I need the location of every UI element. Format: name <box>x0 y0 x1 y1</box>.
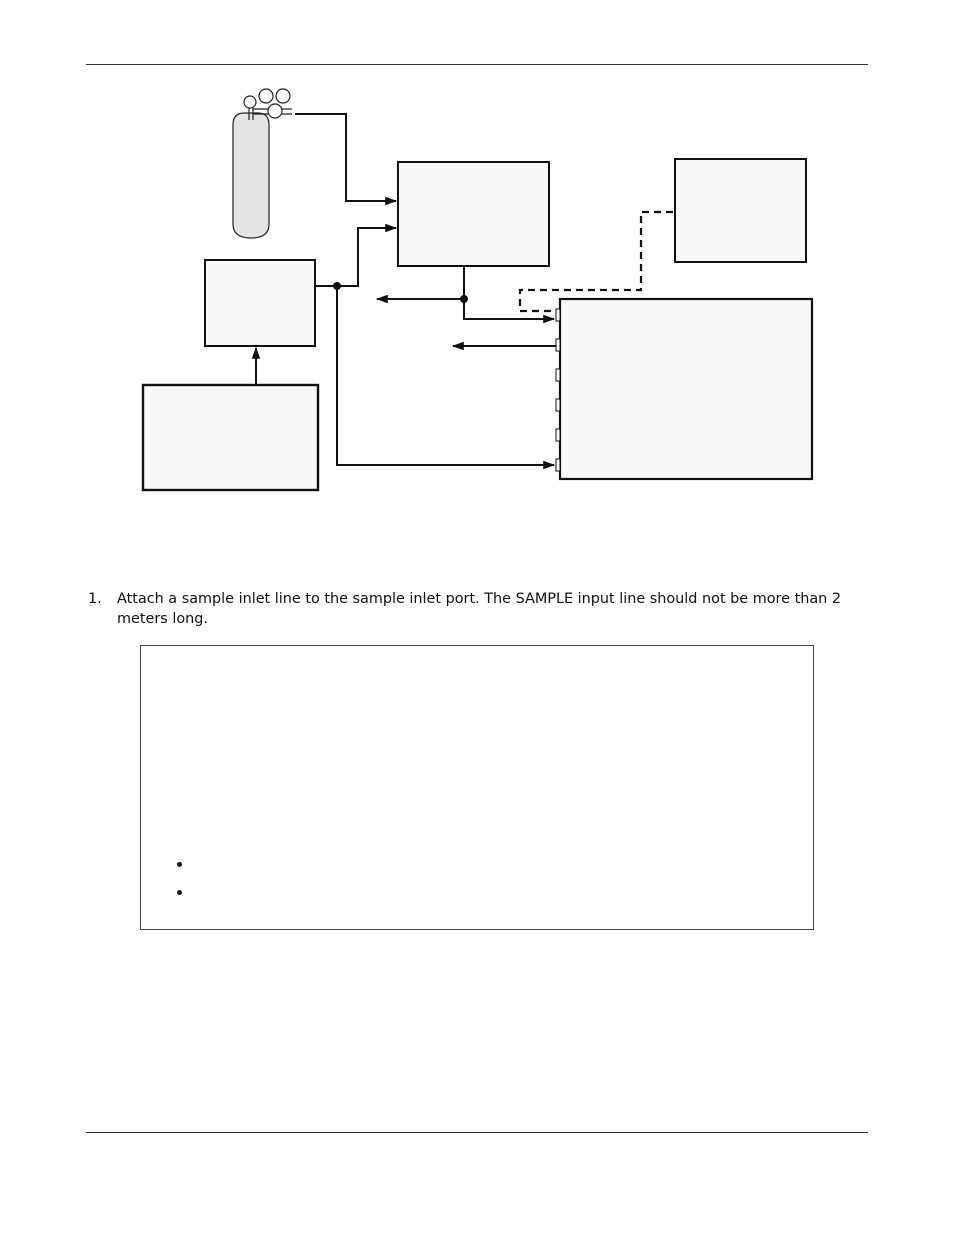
junction-dot <box>460 295 468 303</box>
step-text: Attach a sample inlet line to the sample inlet port. The SAMPLE input line should not be more than 2 meters long. <box>117 591 842 627</box>
gas-cylinder-icon <box>233 89 292 238</box>
bullet-1 <box>177 862 182 867</box>
footer-rule <box>86 1132 868 1133</box>
calibration-setup-diagram <box>0 0 954 560</box>
zero-air-box <box>205 260 315 346</box>
note-box <box>140 645 814 930</box>
step-number: 1. <box>88 591 102 607</box>
bullet-2 <box>177 890 182 895</box>
analyzer-box <box>560 299 812 479</box>
calibrator-box <box>398 162 549 266</box>
air-source-box <box>143 385 318 490</box>
junction-dot <box>333 282 341 290</box>
recording-device-box <box>675 159 806 262</box>
